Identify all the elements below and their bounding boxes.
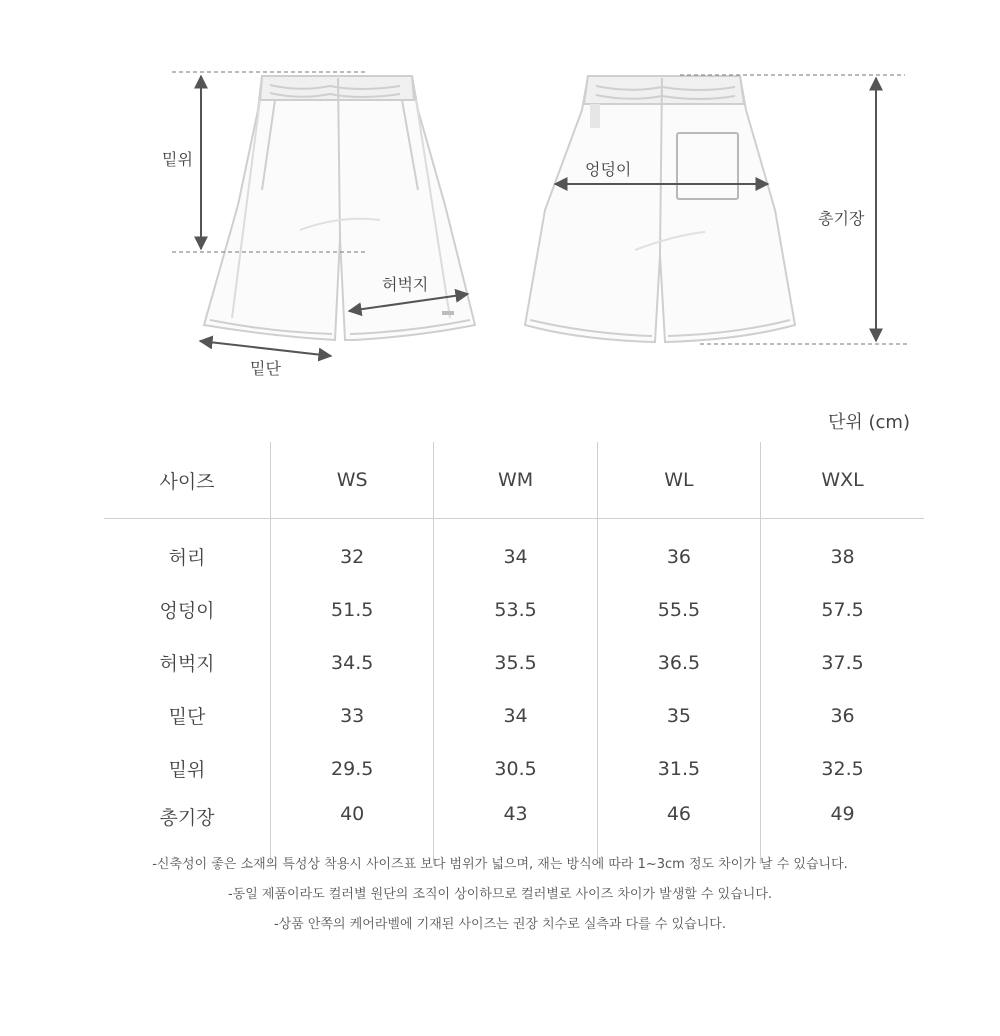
- header-wl: WL: [597, 442, 760, 519]
- hip-label: 엉덩이: [585, 160, 632, 179]
- table-cell: 43: [434, 795, 597, 864]
- shorts-illustration: [0, 0, 1000, 400]
- note-care-label: -상품 안쪽의 케어라벨에 기재된 사이즈는 권장 치수로 실측과 다를 수 있습니다.: [273, 917, 726, 932]
- table-cell: 51.5: [271, 583, 434, 636]
- table-cell: 35: [597, 689, 760, 742]
- table-row: [104, 689, 924, 742]
- unit-label: 단위 (cm): [828, 412, 910, 433]
- table-cell: 49: [761, 795, 924, 864]
- table-cell: 33: [271, 689, 434, 742]
- note-color-variance: -동일 제품이라도 컬러별 원단의 조직이 상이하므로 컬러별로 사이즈 차이가 발생할 수 있습니다.: [227, 887, 773, 902]
- table-cell: 37.5: [761, 636, 924, 689]
- note-elasticity: -신축성이 좋은 소재의 특성상 착용시 사이즈표 보다 범위가 넓으며, 재는 방식에 따라 1~3cm 정도 차이가 날 수 있습니다.: [152, 857, 848, 872]
- table-row: [104, 583, 924, 636]
- row-label: 허리: [168, 547, 206, 569]
- table-cell: 34: [434, 519, 597, 584]
- table-cell: 36: [761, 689, 924, 742]
- row-label: 허벅지: [159, 653, 215, 675]
- size-table: [104, 442, 924, 864]
- header-ws: WS: [271, 442, 434, 519]
- size-diagram: [0, 0, 1000, 400]
- table-row: [104, 742, 924, 795]
- front-rise-label: 밑위: [162, 150, 193, 169]
- thigh-label: 허벅지: [382, 275, 429, 294]
- row-label: 총기장: [159, 807, 215, 829]
- table-cell: 34: [434, 689, 597, 742]
- table-cell: 40: [271, 795, 434, 864]
- hem-label: 밑단: [250, 359, 281, 378]
- table-cell: 57.5: [761, 583, 924, 636]
- size-table-container: [104, 442, 924, 864]
- table-header-row: [104, 442, 924, 519]
- back-shorts: [525, 76, 795, 342]
- notes: [0, 855, 1000, 945]
- table-cell: 29.5: [271, 742, 434, 795]
- table-row: [104, 795, 924, 864]
- table-cell: 55.5: [597, 583, 760, 636]
- table-cell: 34.5: [271, 636, 434, 689]
- table-cell: 35.5: [434, 636, 597, 689]
- table-cell: 38: [761, 519, 924, 584]
- row-label: 밑단: [168, 706, 206, 728]
- front-shorts: [204, 76, 475, 340]
- table-cell: 36.5: [597, 636, 760, 689]
- table-cell: 46: [597, 795, 760, 864]
- header-wxl: WXL: [761, 442, 924, 519]
- total-length-label: 총기장: [818, 209, 865, 228]
- header-wm: WM: [434, 442, 597, 519]
- table-cell: 32.5: [761, 742, 924, 795]
- table-row: [104, 636, 924, 689]
- header-size: 사이즈: [104, 442, 271, 519]
- table-cell: 30.5: [434, 742, 597, 795]
- row-label: 밑위: [168, 759, 206, 781]
- table-row: [104, 519, 924, 584]
- table-cell: 53.5: [434, 583, 597, 636]
- table-cell: 36: [597, 519, 760, 584]
- row-label: 엉덩이: [159, 600, 215, 622]
- table-cell: 31.5: [597, 742, 760, 795]
- hem-arrow: [200, 341, 331, 356]
- table-cell: 32: [271, 519, 434, 584]
